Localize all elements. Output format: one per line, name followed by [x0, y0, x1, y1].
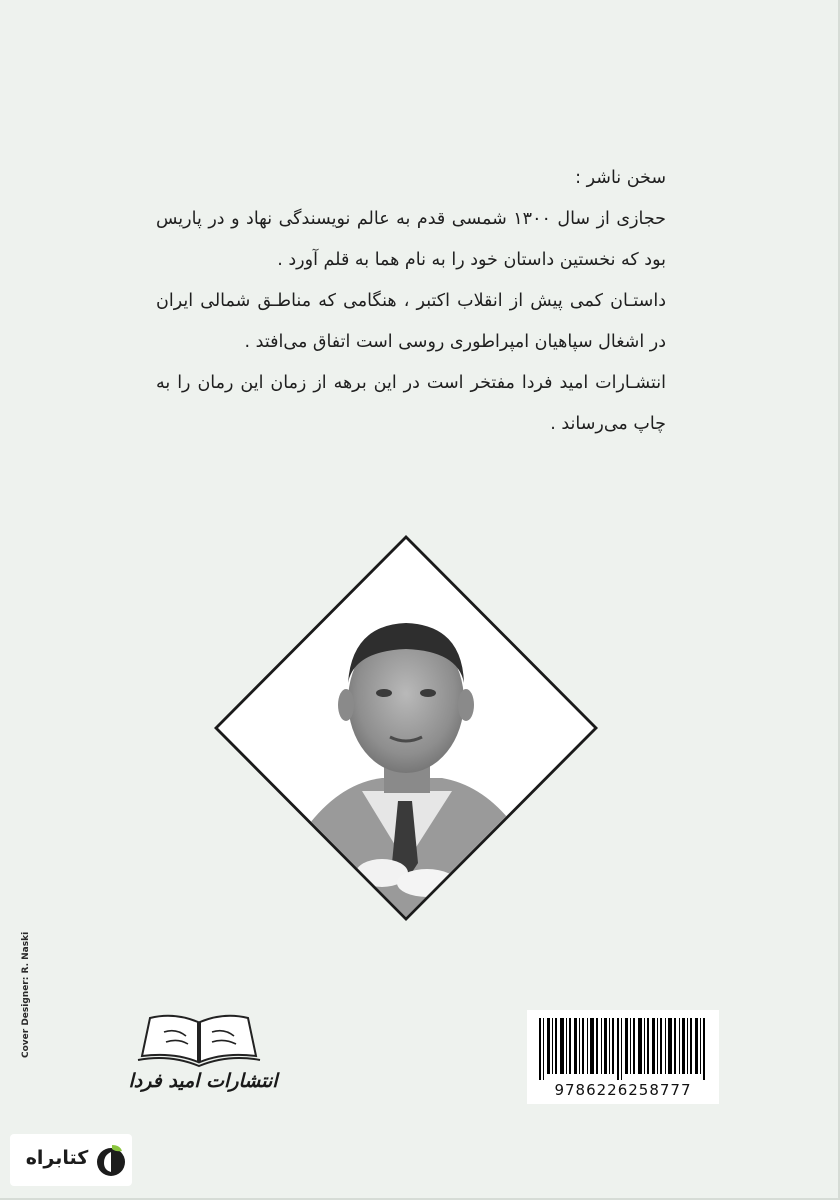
isbn-barcode [527, 1010, 719, 1104]
barcode-bars-icon [539, 1018, 707, 1080]
author-portrait-frame [212, 533, 600, 923]
publisher-note-heading: سخن ناشر : [575, 168, 666, 188]
cover-designer-credit: Cover Designer: R. Naski [21, 931, 31, 1058]
isbn-number: 9786226258777 [554, 1081, 692, 1099]
ketabrah-logo-icon [94, 1143, 128, 1177]
publisher-note-paragraph-3: انتشـارات امید فردا مفتخر است در این برهه از زمان این رمان را به چاپ می‌رساند . [156, 373, 666, 434]
store-name: کتابراه [25, 1147, 89, 1169]
author-portrait [212, 533, 600, 923]
publisher-note-paragraph-1: حجازی از سال ۱۳۰۰ شمسی قدم به عالم نویسندگی نهاد و در پاریس بود که نخستین داستان خود را به نام هما به قلم آورد . [156, 209, 666, 270]
publisher-note-paragraph-2: داستـان کمی پیش از انقلاب اکتبر ، هنگامی که مناطـق شمالی ایران در اشغال سپاهیان امپراطوری روسی است اتفاق می‌افتد . [156, 291, 666, 352]
publisher-note [156, 158, 666, 445]
open-book-icon [136, 1010, 262, 1068]
publisher-name: انتشارات امید فردا [128, 1070, 278, 1092]
store-badge[interactable] [10, 1134, 132, 1186]
